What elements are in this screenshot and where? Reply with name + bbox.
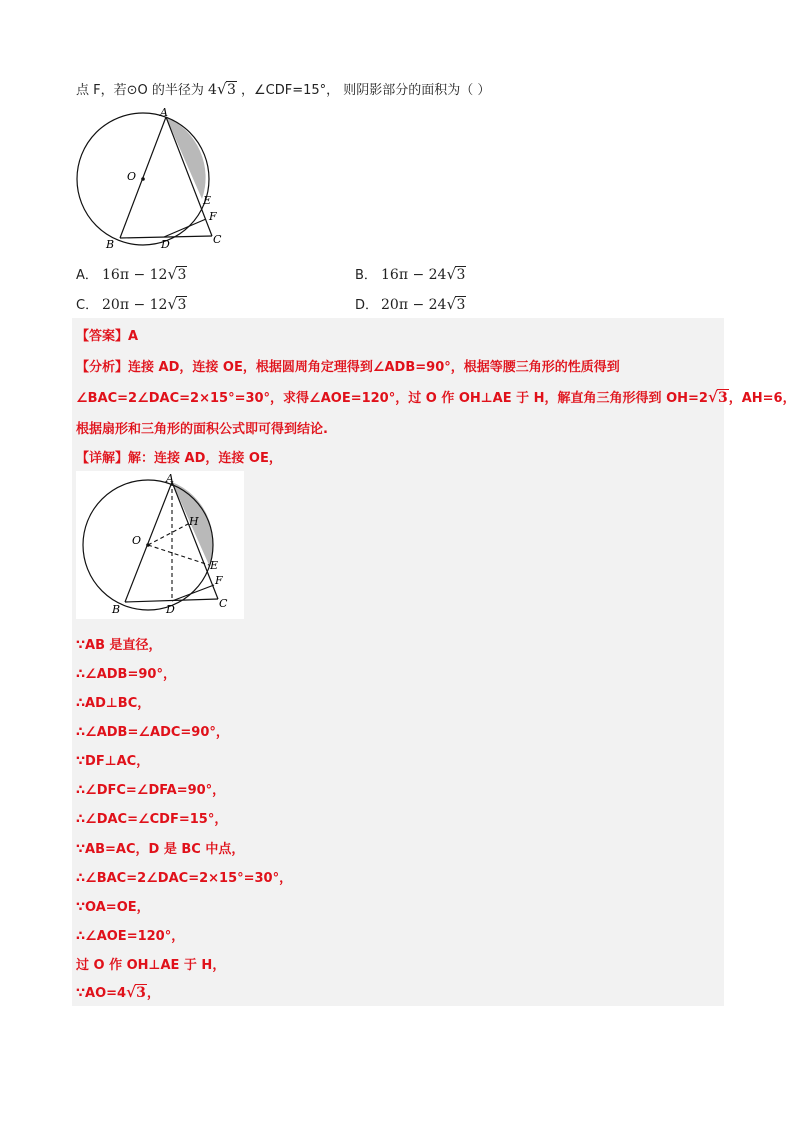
option-b[interactable]	[355, 264, 466, 283]
center-dot	[141, 177, 145, 181]
option-c[interactable]	[76, 294, 187, 313]
analysis-line-2	[76, 387, 796, 406]
analysis-line-1: 【分析】连接 AD，连接 OE，根据圆周角定理得到∠ADB=90°，根据等腰三角形的性质得到	[76, 360, 620, 375]
step-8: ∵AB=AC，D 是 BC 中点，	[76, 842, 245, 857]
option-b-sqrt: √ 3	[446, 267, 466, 283]
option-c-value: 20π − 12	[102, 297, 168, 313]
figure-2	[76, 471, 244, 619]
label2-o: O	[132, 534, 142, 547]
option-d-value: 20π − 24	[381, 297, 447, 313]
detail-heading: 【详解】解：连接 AD，连接 OE，	[76, 451, 282, 466]
question-suffix: 则阴影部分的面积为（ ）	[343, 83, 491, 98]
option-a-sqrt: √ 3	[167, 267, 187, 283]
step-13-sqrt: √ 3	[126, 985, 147, 1001]
step-12: 过 O 作 OH⊥AE 于 H，	[76, 958, 226, 973]
step-1: ∵AB 是直径，	[76, 638, 162, 653]
step-10: ∵OA=OE，	[76, 900, 150, 915]
option-d[interactable]	[355, 294, 466, 313]
figure-1	[76, 103, 236, 255]
label2-f: F	[215, 574, 223, 587]
step-4: ∴∠ADB=∠ADC=90°，	[76, 725, 229, 740]
question-text	[76, 79, 490, 98]
step-13-suffix: ，	[146, 986, 160, 1001]
label2-c: C	[219, 597, 228, 610]
label-a: A	[160, 106, 168, 119]
segment-df	[164, 219, 206, 237]
question-prefix: 点 F，若⊙O 的半径为	[76, 83, 204, 98]
option-c-sqrt: √ 3	[167, 297, 187, 313]
analysis-line-2a: ∠BAC=2∠DAC=2×15°=30°，求得∠AOE=120°，过 O 作 OH⊥AE 于 H，解直角三角形得到 OH=2	[76, 391, 708, 406]
answer-tag: 【答案】A	[76, 329, 139, 344]
option-d-label: D．	[355, 298, 379, 313]
analysis-sqrt: √ 3	[708, 390, 729, 406]
option-d-sqrt: √ 3	[446, 297, 466, 313]
label2-a: A	[166, 472, 174, 485]
step-13	[76, 982, 160, 1001]
label-f: F	[209, 210, 217, 223]
label-o: O	[127, 170, 137, 183]
label-e: E	[203, 194, 212, 207]
step-7: ∴∠DAC=∠CDF=15°，	[76, 812, 228, 827]
analysis-line-2b: ，AH=6，	[728, 391, 796, 406]
option-a[interactable]	[76, 264, 187, 283]
radius-coef: 4	[208, 82, 217, 98]
label-c: C	[213, 233, 222, 246]
option-b-value: 16π − 24	[381, 267, 447, 283]
radius-sqrt: √ 3	[217, 82, 237, 98]
step-2: ∴∠ADB=90°，	[76, 667, 176, 682]
step-9: ∴∠BAC=2∠DAC=2×15°=30°，	[76, 871, 293, 886]
label2-h: H	[189, 515, 199, 528]
step-13-prefix: ∵AO=4	[76, 986, 127, 1001]
option-c-label: C．	[76, 298, 99, 313]
analysis-line-3: 根据扇形和三角形的面积公式即可得到结论.	[76, 422, 328, 437]
step-6: ∴∠DFC=∠DFA=90°，	[76, 783, 226, 798]
step-11: ∴∠AOE=120°，	[76, 929, 185, 944]
angle-text: ，∠CDF=15°，	[241, 83, 340, 98]
step-5: ∵DF⊥AC，	[76, 754, 150, 769]
center-dot-2	[146, 543, 150, 547]
option-b-label: B．	[355, 268, 377, 283]
option-a-label: A．	[76, 268, 98, 283]
option-a-value: 16π − 12	[102, 267, 168, 283]
label2-b: B	[112, 603, 121, 616]
label-d: D	[161, 238, 170, 251]
label2-e: E	[210, 559, 219, 572]
label-b: B	[106, 238, 115, 251]
step-3: ∴AD⊥BC，	[76, 696, 151, 711]
label2-d: D	[166, 603, 175, 616]
